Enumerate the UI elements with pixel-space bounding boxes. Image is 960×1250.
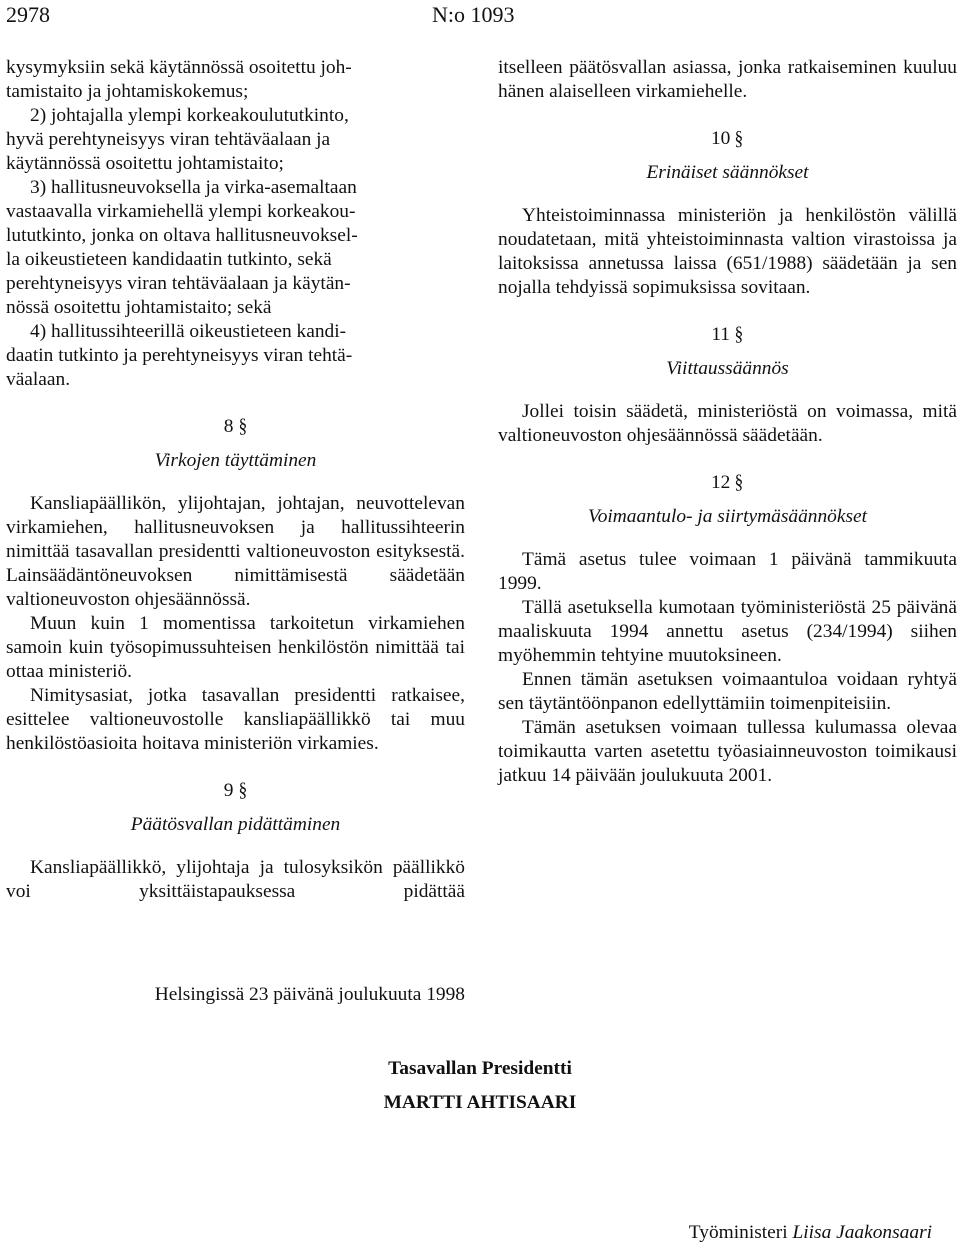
section-number-value: 11	[711, 324, 730, 345]
section-title: Päätösvallan pidättäminen	[130, 814, 341, 835]
text-line: kysymyksiin sekä käytännössä osoitettu joh-	[6, 57, 352, 78]
section-number	[498, 464, 957, 502]
signer-title: Tasavallan Presidentti	[388, 1058, 572, 1079]
paragraph: Muun kuin 1 momentissa tarkoitetun virkamiehen samoin kuin työsopimussuhteisen henkilöstön nimittää tai ottaa ministeriö.	[6, 613, 465, 682]
section-title: Erinäiset säännökset	[646, 162, 809, 183]
section-symbol-icon: §	[734, 323, 744, 346]
minister-title: Työministeri	[688, 1222, 788, 1243]
paragraph: Nimitysasiat, jotka tasavallan presidentti ratkaisee, esittelee valtioneuvostolle kansliapäällikkö tai muu henkilöstöasioita hoitava ministeriön virkamies.	[6, 685, 465, 754]
text-line: tamistaito ja johtamiskokemus;	[6, 81, 249, 102]
page-number: 2978	[6, 2, 50, 27]
place-and-date: Helsingissä 23 päivänä joulukuuta 1998	[154, 984, 465, 1005]
paragraph: Ennen tämän asetuksen voimaantuloa voidaan ryhtyä sen täytäntöönpanon edellyttämiin toimenpiteisiin.	[498, 669, 957, 714]
paragraph: Tällä asetuksella kumotaan työministeriöstä 25 päivänä maaliskuuta 1994 annettu asetus (234/1994) siihen myöhemmin tehtyine muutoksineen.	[498, 597, 957, 666]
paragraph: Kansliapäällikön, ylijohtajan, johtajan, neuvottelevan virkamiehen, hallitusneuvoksen ja hallitussihteerin nimittää tasavallan presidentti valtioneuvoston esityksestä. Lainsäädäntöneuvoksen nimittämisestä säädetään valtioneuvoston ohjesäännössä.	[6, 493, 465, 610]
section-title: Virkojen täyttäminen	[154, 450, 317, 471]
section-8	[6, 408, 465, 756]
text-line: perehtyneisyys viran tehtäväalaan ja käytän-	[6, 273, 351, 294]
section-number	[498, 316, 957, 354]
text-line: väalaan.	[6, 369, 71, 390]
text-line: hyvä perehtyneisyys viran tehtäväalaan ja	[6, 129, 331, 150]
text-line: lututkinto, jonka on oltava hallitusneuvoksel-	[6, 225, 358, 246]
paragraph-continuation: itselleen päätösvallan asiassa, jonka ratkaiseminen kuuluu hänen alaiselleen virkamiehelle.	[498, 57, 957, 102]
right-column	[498, 56, 957, 788]
section-number-value: 12	[710, 472, 731, 493]
section-number	[498, 120, 957, 158]
paragraph: Tämä asetus tulee voimaan 1 päivänä tammikuuta 1999.	[498, 549, 957, 594]
left-column	[6, 56, 465, 904]
text-line: nössä osoitettu johtamistaito; sekä	[6, 297, 272, 318]
section-symbol-icon: §	[734, 127, 744, 150]
intro-text	[6, 56, 465, 392]
text-line: käytännössä osoitettu johtamistaito;	[6, 153, 284, 174]
issue-number: N:o 1093	[432, 2, 515, 27]
minister-signature	[689, 1222, 932, 1244]
paragraph: Kansliapäällikkö, ylijohtaja ja tulosyksikön päällikkö voi yksittäistapauksessa pidättää	[6, 857, 465, 902]
section-title: Voimaantulo- ja siirtymäsäännökset	[588, 506, 867, 527]
minister-name: Liisa Jaakonsaari	[792, 1222, 932, 1243]
text-line: 4) hallitussihteerillä oikeustieteen kandi-	[30, 321, 347, 342]
section-number-value: 9	[223, 780, 234, 801]
text-line: vastaavalla virkamiehellä ylempi korkeakou-	[6, 201, 356, 222]
section-number-value: 10	[710, 128, 731, 149]
section-12	[498, 464, 957, 788]
section-number	[6, 408, 465, 446]
text-line: la oikeustieteen kandidaatin tutkinto, sekä	[6, 249, 332, 270]
section-symbol-icon: §	[237, 779, 247, 802]
section-10	[498, 120, 957, 300]
text-line: daatin tutkinto ja perehtyneisyys viran tehtä-	[6, 345, 353, 366]
section-symbol-icon: §	[237, 415, 247, 438]
section-9	[6, 772, 465, 904]
text-line: 2) johtajalla ylempi korkeakoulututkinto,	[30, 105, 349, 126]
section-symbol-icon: §	[734, 471, 744, 494]
section-number-value: 8	[223, 416, 234, 437]
section-title: Viittaussäännös	[666, 358, 789, 379]
signature-block	[0, 1052, 960, 1120]
paragraph: Tämän asetuksen voimaan tullessa kulumassa olevaa toimikautta varten asetettu työasiainneuvoston toimikausi jatkuu 14 päivään joulukuuta 2001.	[498, 717, 957, 786]
section-11	[498, 316, 957, 448]
paragraph: Jollei toisin säädetä, ministeriöstä on voimassa, mitä valtioneuvoston ohjesäännössä säädetään.	[498, 401, 957, 446]
section-number	[6, 772, 465, 810]
paragraph: Yhteistoiminnassa ministeriön ja henkilöstön välillä noudatetaan, mitä yhteistoiminnasta valtion virastoissa ja laitoksissa annetussa laissa (651/1988) säädetään ja sen nojalla tehdyissä sopimuksissa sovitaan.	[498, 205, 957, 298]
text-line: 3) hallitusneuvoksella ja virka-asemaltaan	[30, 177, 357, 198]
page-header	[0, 0, 960, 36]
signer-name: MARTTI AHTISAARI	[383, 1092, 577, 1113]
